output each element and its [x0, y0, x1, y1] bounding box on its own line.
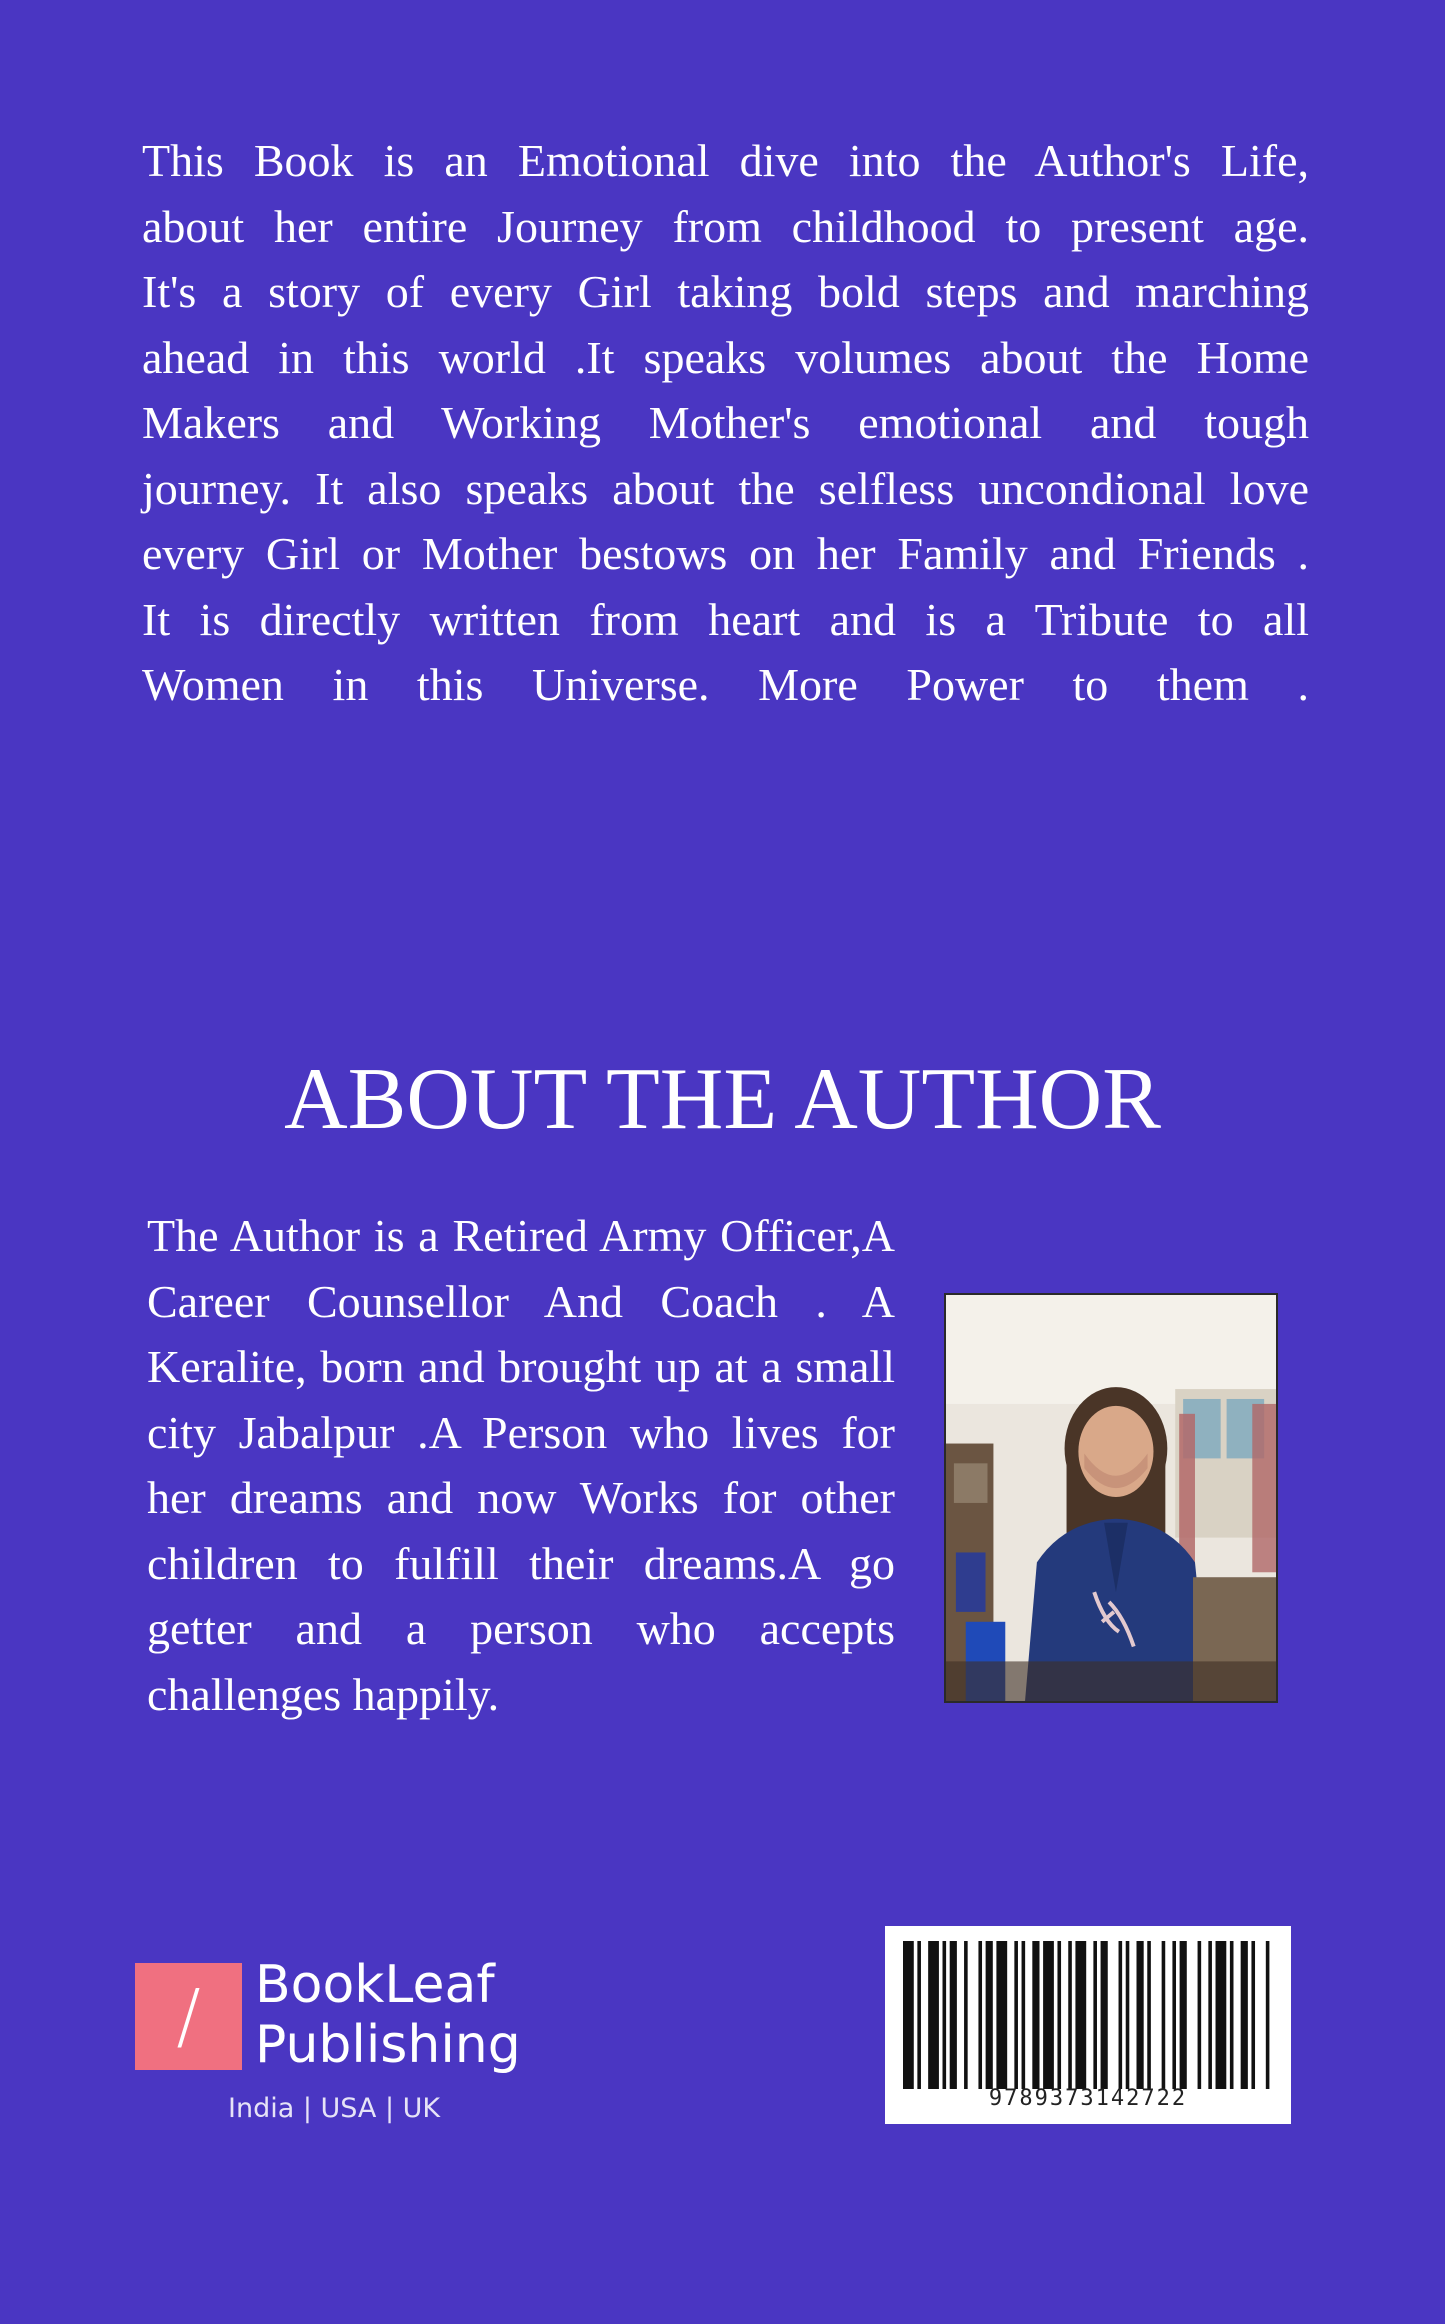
barcode-bar	[964, 1941, 968, 2089]
barcode-bar	[1241, 1941, 1248, 2089]
blurb-line: ahead in this world .It speaks volumes about the Home	[142, 331, 1309, 383]
barcode-bar	[1266, 1941, 1270, 2089]
blurb-line: about her entire Journey from childhood to present age.	[142, 200, 1309, 252]
publisher-mark-icon	[135, 1963, 242, 2070]
barcode-bar	[986, 1941, 993, 2089]
barcode-bar	[1136, 1941, 1143, 2089]
blurb-line: Makers and Working Mother's emotional and tough	[142, 397, 1309, 448]
barcode-bar	[1172, 1941, 1176, 2089]
barcode-bar	[917, 1941, 921, 2089]
publisher-name-line: Publishing	[255, 2015, 521, 2075]
barcode-bar	[996, 1941, 1007, 2089]
barcode-bar	[1251, 1941, 1255, 2089]
publisher-name-line: BookLeaf	[255, 1955, 495, 2015]
barcode-bar	[1075, 1941, 1086, 2089]
barcode-bar	[1068, 1941, 1072, 2089]
publisher-name	[255, 1955, 521, 2075]
barcode-bar	[1022, 1941, 1026, 2089]
blurb-line: journey. It also speaks about the selfless uncondional love	[142, 462, 1309, 514]
blurb-line: It is directly written from heart and is a Tribute to all	[142, 593, 1309, 645]
barcode-bar	[943, 1941, 947, 2089]
publisher-regions: India | USA | UK	[228, 2093, 441, 2124]
publisher-logo	[135, 1955, 555, 2133]
barcode-bar	[1119, 1941, 1123, 2089]
barcode-bar	[950, 1941, 957, 2089]
publisher-mark-glyph: /	[176, 1974, 201, 2058]
isbn-number: 9789373142722	[988, 2086, 1188, 2111]
blurb-line: It's a story of every Girl taking bold steps and marching	[142, 266, 1309, 317]
barcode-bar	[1180, 1941, 1187, 2089]
barcode-bar	[1162, 1941, 1166, 2089]
barcode-bar	[1126, 1941, 1130, 2089]
barcode-bar	[1147, 1941, 1151, 2089]
about-author-heading: ABOUT THE AUTHOR	[284, 1051, 1161, 1148]
barcode-bar	[1093, 1941, 1097, 2089]
barcode-bar	[903, 1941, 914, 2089]
barcode-bar	[1198, 1941, 1202, 2089]
barcode-bars-icon	[903, 1941, 1273, 2089]
isbn-barcode	[885, 1926, 1291, 2124]
barcode-bar	[1014, 1941, 1018, 2089]
blurb-line: every Girl or Mother bestows on her Family and Friends .	[142, 528, 1309, 579]
barcode-bar	[1101, 1941, 1108, 2089]
barcode-bar	[1057, 1941, 1061, 2089]
blurb-line: This Book is an Emotional dive into the Author's Life,	[142, 135, 1309, 186]
author-photo-image	[946, 1295, 1276, 1701]
blurb-line: Women in this Universe. More Power to them .	[142, 659, 1309, 710]
barcode-bar	[978, 1941, 982, 2089]
barcode-bar	[1032, 1941, 1039, 2089]
barcode-bar	[1216, 1941, 1227, 2089]
barcode-bar	[1043, 1941, 1054, 2089]
book-blurb	[142, 128, 1309, 718]
barcode-bar	[1230, 1941, 1234, 2089]
author-photo	[944, 1293, 1278, 1703]
barcode-bar	[928, 1941, 939, 2089]
about-author-text: The Author is a Retired Army Officer,A Career Counsellor And Coach . A Keralite, born and brought up at a small city Jabalpur .A Person who lives for her dreams and now Works for other children to fulfill their dreams.A go getter and a person who accepts challenges happily.	[147, 1210, 895, 1720]
barcode-bar	[1208, 1941, 1212, 2089]
